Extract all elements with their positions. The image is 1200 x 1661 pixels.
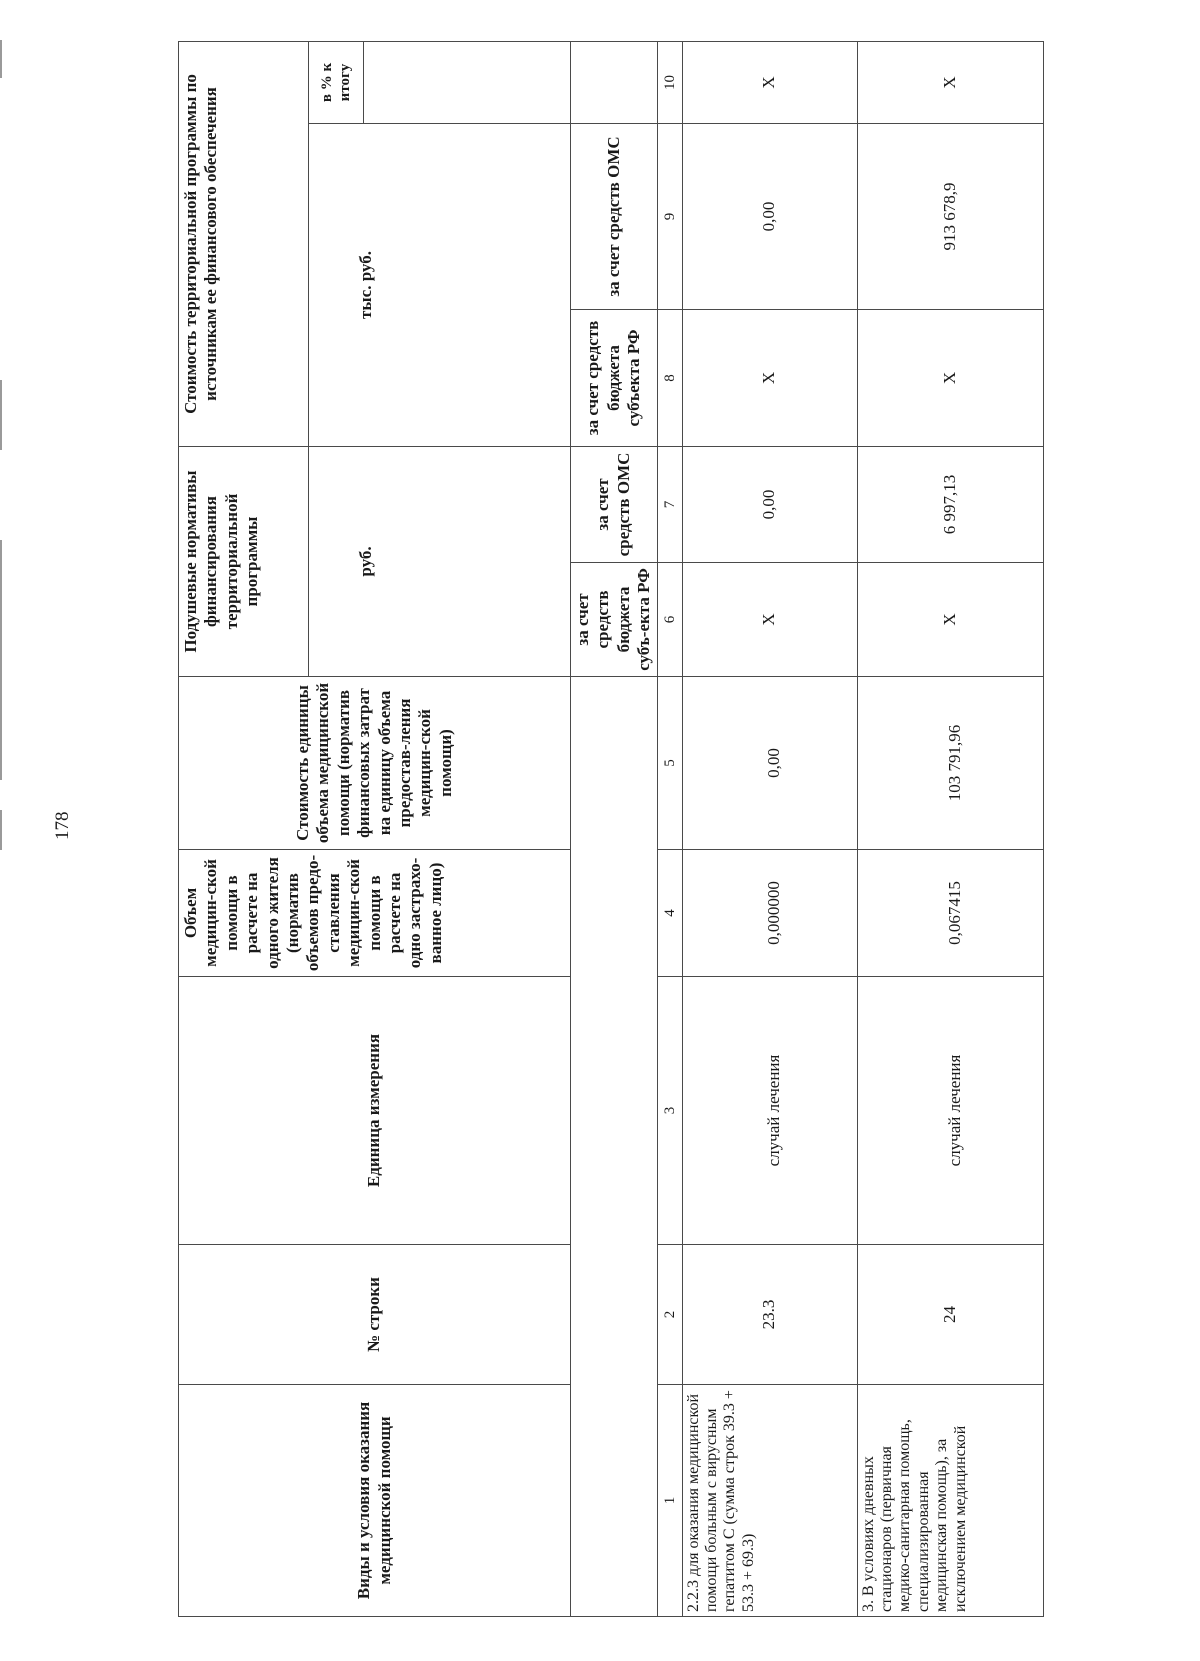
column-number: 2 [657,1245,682,1385]
header-unit: Единица измерения [179,977,571,1245]
medical-care-cost-table [178,41,1044,1617]
row-cost-budget: Х [682,310,857,447]
row-line-number: 23.3 [682,1245,857,1385]
header-per-capita-oms: за счет средств ОМС [571,447,658,563]
page-number: 178 [52,811,73,840]
column-number: 1 [657,1385,682,1617]
header-unit-cost: Стоимость единицы объема медицинской помощи (норматив финансовых затрат на единицу объема предостав-ления медицин-ской помощи) [179,677,571,850]
header-cost-group: Стоимость территориальной программы по источникам ее финансового обеспечения [179,41,309,446]
unit-rub-label: руб. [356,546,375,577]
column-number: 9 [657,124,682,310]
column-number: 10 [657,41,682,123]
column-number-row [657,41,682,1616]
row-per-capita-oms: 6 997,13 [857,447,1043,563]
header-volume: Объем медицин-ской помощи в расчете на одного жителя (норматив объемов предо-ставления медицин-ской помощи в расчете на одно застрахо-ванное лицо) [179,850,571,977]
row-unit-cost: 103 791,96 [857,677,1043,850]
header-per-capita-group: Подушевые нормативы финансирования территориальной программы [179,447,309,677]
header-spacer [571,677,658,1617]
row-volume: 0,067415 [857,850,1043,977]
row-line-number: 24 [857,1245,1043,1385]
header-empty-cell [364,41,571,123]
row-per-capita-oms: 0,00 [682,447,857,563]
header-line-number: № строки [179,1245,571,1385]
header-unit-rub [309,447,571,677]
row-per-capita-budget: Х [857,563,1043,677]
table-row [682,41,857,1616]
column-number: 5 [657,677,682,850]
header-percent-total: в % к итогу [309,41,364,123]
column-number: 3 [657,977,682,1245]
row-percent: Х [857,41,1043,123]
header-cost-budget: за счет средств бюджета субъекта РФ [571,310,658,447]
row-volume: 0,000000 [682,850,857,977]
row-unit: случай лечения [857,977,1043,1245]
rotated-table-container [178,42,1053,1617]
row-unit-cost: 0,00 [682,677,857,850]
row-cost-budget: Х [857,310,1043,447]
unit-thousand-rub-label: тыс. руб. [356,251,375,319]
row-label: 3. В условиях дневных стационаров (первичная медико-санитарная помощь, специализированная медицинская помощь), за исключением медицинской [857,1385,1043,1617]
row-label: 2.2.3 для оказания медицинской помощи больным с вирусным гепатитом С (сумма строк 39.3 + 53.3 + 69.3) [682,1385,857,1617]
header-unit-thousand-rub [309,124,571,447]
column-number: 7 [657,447,682,563]
row-cost-oms: 913 678,9 [857,124,1043,310]
row-percent: Х [682,41,857,123]
row-unit: случай лечения [682,977,857,1245]
header-percent-empty [571,41,658,123]
row-cost-oms: 0,00 [682,124,857,310]
table-row [857,41,1043,1616]
column-number: 8 [657,310,682,447]
row-per-capita-budget: Х [682,563,857,677]
header-per-capita-budget: за счет средств бюджета субъ-екта РФ [571,563,658,677]
scan-edge-marks [0,0,6,1661]
header-cost-oms: за счет средств ОМС [571,124,658,310]
column-number: 4 [657,850,682,977]
header-care-type: Виды и условия оказания медицинской помощи [179,1385,571,1617]
column-number: 6 [657,563,682,677]
